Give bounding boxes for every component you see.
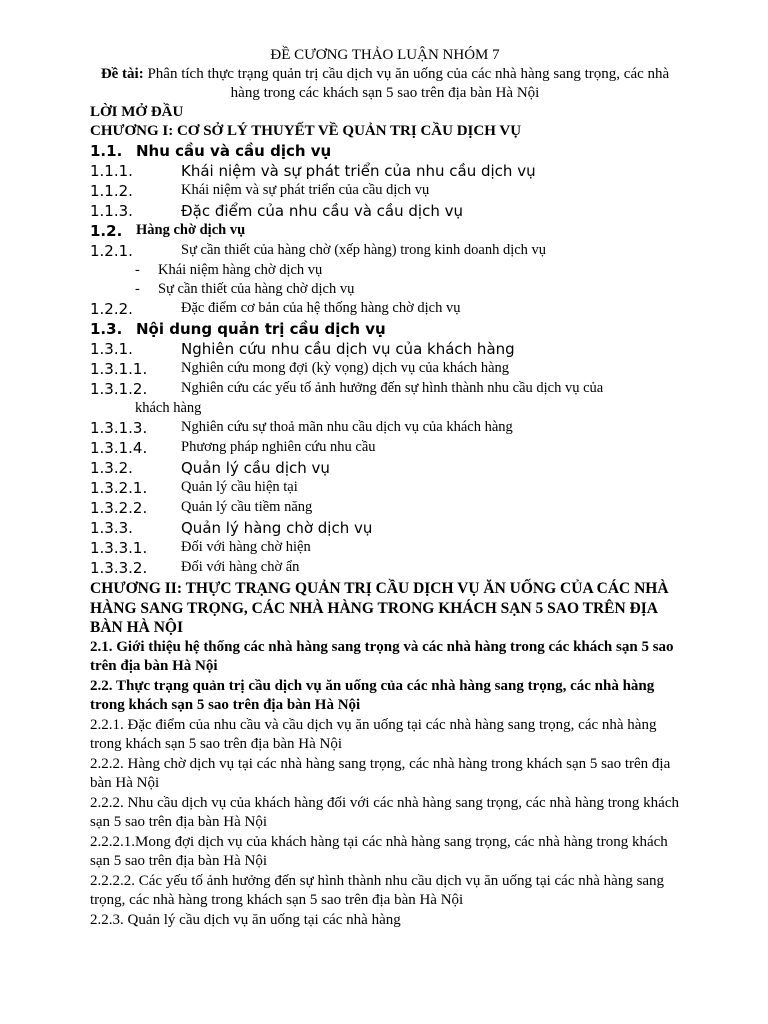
section-2-2-2-queue: 2.2.2. Hàng chờ dịch vụ tại các nhà hàng sang trọng, các nhà hàng trong khách sạn 5 sao trên địa bàn Hà Nội	[90, 755, 671, 791]
section-2-2: 2.2. Thực trạng quản trị cầu dịch vụ ăn uống của các nhà hàng sang trọng, các nhà hàng trong khách sạn 5 sao trên địa bàn Hà Nội	[90, 677, 655, 713]
section-number: 1.2.1.	[90, 242, 133, 260]
section-number: 1.3.1.4.	[90, 439, 148, 457]
section-number: 1.3.3.2.	[90, 559, 148, 577]
section-title: Nghiên cứu sự thoả mãn nhu cầu dịch vụ của khách hàng	[181, 419, 513, 435]
topic-text: Phân tích thực trạng quản trị cầu dịch vụ ăn uống của các nhà hàng sang trọng, các nhà hàng trong các khách sạn 5 sao trên địa bàn Hà Nội	[143, 66, 670, 101]
document-page	[90, 46, 680, 930]
section-1-3-2	[90, 458, 680, 478]
section-title: Nhu cầu và cầu dịch vụ	[136, 142, 332, 160]
section-title: Nội dung quản trị cầu dịch vụ	[136, 320, 386, 338]
section-number: 1.3.3.1.	[90, 539, 148, 557]
section-1-3-3	[90, 518, 680, 538]
section-number: 1.1.	[90, 142, 123, 160]
section-title: Đối với hàng chờ hiện	[181, 539, 311, 555]
section-number: 1.2.	[90, 222, 123, 240]
section-1-3-1	[90, 339, 680, 359]
section-title: Nghiên cứu mong đợi (kỳ vọng) dịch vụ của khách hàng	[181, 360, 510, 376]
section-number: 1.1.3.	[90, 202, 133, 220]
section-title: Đặc điểm của nhu cầu và cầu dịch vụ	[181, 202, 463, 220]
bullet-item	[90, 280, 680, 299]
section-2-2-2-1: 2.2.2.1.Mong đợi dịch vụ của khách hàng tại các nhà hàng sang trọng, các nhà hàng trong khách sạn 5 sao trên địa bàn Hà Nội	[90, 833, 668, 869]
section-1-2	[90, 221, 680, 241]
section-title: Quản lý cầu tiềm năng	[181, 499, 313, 515]
section-title: Khái niệm và sự phát triển của nhu cầu dịch vụ	[181, 162, 536, 180]
topic-label: Đề tài:	[100, 66, 144, 82]
section-title: Quản lý cầu dịch vụ	[181, 459, 330, 477]
section-title-continuation: khách hàng	[135, 400, 202, 416]
document-title: ĐỀ CƯƠNG THẢO LUẬN NHÓM 7	[270, 47, 500, 63]
section-number: 1.3.1.3.	[90, 419, 148, 437]
section-1-3-2-2	[90, 498, 680, 518]
section-number: 1.2.2.	[90, 300, 133, 318]
section-1-2-1	[90, 241, 680, 261]
section-number: 1.3.1.	[90, 340, 133, 358]
section-title: Đối với hàng chờ ẩn	[181, 559, 300, 575]
section-1-3-3-2	[90, 558, 680, 578]
bullet-dash: -	[135, 262, 140, 278]
document-topic	[90, 65, 680, 103]
section-1-1-3	[90, 201, 680, 221]
section-1-3-1-3	[90, 418, 680, 438]
section-number: 1.1.2.	[90, 182, 133, 200]
section-title: Nghiên cứu nhu cầu dịch vụ của khách hàng	[181, 340, 515, 358]
section-title: Nghiên cứu các yếu tố ảnh hưởng đến sự hình thành nhu cầu dịch vụ của	[181, 380, 604, 396]
section-1-3-3-1	[90, 538, 680, 558]
section-number: 1.3.2.2.	[90, 499, 148, 517]
section-number: 1.1.1.	[90, 162, 133, 180]
section-1-3-2-1	[90, 478, 680, 498]
section-number: 1.3.2.	[90, 459, 133, 477]
section-1-3	[90, 319, 680, 339]
section-number: 1.3.1.1.	[90, 360, 148, 378]
section-number: 1.3.2.1.	[90, 479, 148, 497]
section-1-3-1-2	[90, 379, 680, 399]
section-title: Khái niệm và sự phát triển của cầu dịch vụ	[181, 182, 430, 198]
bullet-text: Khái niệm hàng chờ dịch vụ	[158, 262, 323, 278]
section-2-2-1: 2.2.1. Đặc điểm của nhu cầu và cầu dịch vụ ăn uống tại các nhà hàng sang trọng, các nhà hàng trong khách sạn 5 sao trên địa bàn Hà Nội	[90, 716, 657, 752]
section-title: Đặc điểm cơ bản của hệ thống hàng chờ dịch vụ	[181, 300, 461, 316]
section-title: Sự cần thiết của hàng chờ (xếp hàng) trong kinh doanh dịch vụ	[181, 242, 547, 258]
chapter-1-heading: CHƯƠNG I: CƠ SỞ LÝ THUYẾT VỀ QUẢN TRỊ CẦU DỊCH VỤ	[90, 123, 522, 139]
section-2-2-2-2: 2.2.2.2. Các yếu tố ảnh hưởng đến sự hình thành nhu cầu dịch vụ ăn uống tại các nhà hàng sang trọng, các nhà hàng trong khách sạn 5 sao trên địa bàn Hà Nội	[90, 872, 665, 908]
bullet-item	[90, 261, 680, 280]
section-number: 1.3.	[90, 320, 123, 338]
section-1-3-1-4	[90, 438, 680, 458]
section-title: Quản lý cầu hiện tại	[181, 479, 298, 495]
section-2-2-2-demand: 2.2.2. Nhu cầu dịch vụ của khách hàng đối với các nhà hàng sang trọng, các nhà hàng trong khách sạn 5 sao trên địa bàn Hà Nội	[90, 794, 679, 830]
section-1-2-2	[90, 299, 680, 319]
section-1-1-1	[90, 161, 680, 181]
section-number: 1.3.3.	[90, 519, 133, 537]
chapter-2-heading: CHƯƠNG II: THỰC TRẠNG QUẢN TRỊ CẦU DỊCH VỤ ĂN UỐNG CỦA CÁC NHÀ HÀNG SANG TRỌNG, CÁC NHÀ HÀNG TRONG KHÁCH SẠN 5 SAO TRÊN ĐỊA BÀN HÀ NỘI	[90, 580, 669, 636]
bullet-text: Sự cần thiết của hàng chờ dịch vụ	[158, 281, 355, 297]
section-title: Quản lý hàng chờ dịch vụ	[181, 519, 373, 537]
section-number: 1.3.1.2.	[90, 380, 148, 398]
section-2-1: 2.1. Giới thiệu hệ thống các nhà hàng sang trọng và các nhà hàng trong các khách sạn 5 sao trên địa bàn Hà Nội	[90, 638, 674, 674]
section-2-2-3: 2.2.3. Quản lý cầu dịch vụ ăn uống tại các nhà hàng	[90, 911, 401, 928]
section-1-1-2	[90, 181, 680, 201]
bullet-dash: -	[135, 281, 140, 297]
section-1-1	[90, 141, 680, 161]
section-1-3-1-1	[90, 359, 680, 379]
section-title: Hàng chờ dịch vụ	[136, 222, 246, 238]
section-title: Phương pháp nghiên cứu nhu cầu	[181, 439, 376, 455]
preface-heading: LỜI MỞ ĐẦU	[90, 104, 184, 120]
